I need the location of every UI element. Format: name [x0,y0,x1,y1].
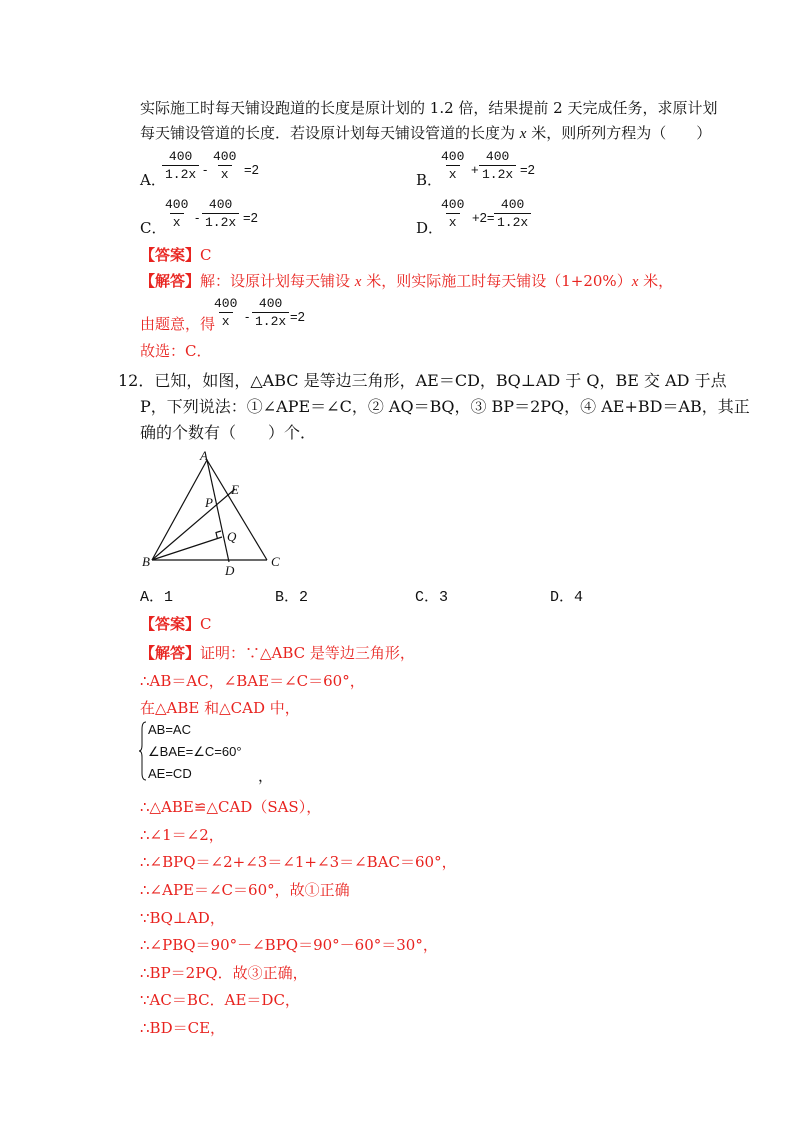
q11-option-c-tail: =2 [243,210,258,225]
q11-option-d-label: D． [416,219,444,237]
q11-option-c-op: - [195,210,200,225]
q11-option-d-op: +2= [472,210,495,225]
label-a: A [200,448,208,463]
q11-solution-frac2: $\frac{400}{1.2x}$ [252,296,289,329]
q11-option-a-label: A． [140,171,166,189]
system-brace [139,721,147,781]
q11-line-2 [140,123,711,144]
q11-option-b-label: B． [416,171,443,189]
q11-solution-frac1: $\frac{400}{x}$ [214,296,238,329]
label-p: P [205,495,213,510]
system-line-1: AB=AC [148,722,191,737]
q11-option-a-op: - [203,162,208,177]
q11-var-x: x [519,126,527,142]
q12-step-6: ∴∠APE＝∠C＝60°，故①正确 [140,881,350,899]
label-q: Q [227,529,237,544]
q12-line-2: P，下列说法：①∠APE＝∠C，② AQ＝BQ，③ BP＝2PQ，④ AE+BD＝AB，其正 [140,397,750,416]
segment-ad [207,460,229,562]
system-tail: ， [258,767,274,785]
q11-option-b-tail: =2 [520,162,535,177]
q11-line-2a: 每天铺设管道的长度．若设原计划每天铺设管道的长度为 [140,124,520,142]
q11-option-a-tail: =2 [244,162,259,177]
triangle-figure [140,448,300,578]
q12-step-8: ∴∠PBQ＝90°－∠BPQ＝90°－60°＝30°， [140,936,438,954]
q12-answer: 【答案】C [140,615,212,633]
q12-step-2: 在△ABE 和△CAD 中， [140,699,300,717]
label-e: E [231,482,239,497]
q12-step-5: ∴∠BPQ＝∠2+∠3＝∠1+∠3＝∠BAC＝60°， [140,853,457,871]
q11-solution-line-2: 由题意，得 [140,315,216,333]
q12-proof-intro: 【解答】证明：∵△ABC 是等边三角形， [140,644,415,662]
system-line-2: ∠BAE=∠C=60° [148,744,242,759]
q12-step-7: ∵BQ⊥AD， [140,909,225,927]
q11-option-b-frac2: $\frac{400}{1.2x}$ [479,149,516,182]
q12-choice-b: B．2 [275,589,309,606]
system-line-3: AE=CD [148,766,192,781]
q11-option-b-frac1: $\frac{400}{x}$ [441,149,465,182]
q12-line-1: 12．已知，如图，△ABC 是等边三角形，AE＝CD，BQ⊥AD 于 Q，BE 交 AD 于点 [118,371,727,390]
q11-option-c-label: C． [140,219,167,237]
label-b: B [142,554,150,569]
q11-option-d-frac2: $\frac{400}{1.2x}$ [494,197,531,230]
q12-step-11: ∴BD＝CE， [140,1019,226,1037]
q11-line-2b: 米，则所列方程为（ ） [526,124,712,142]
q11-line-1: 实际施工时每天铺设跑道的长度是原计划的 1.2 倍，结果提前 2 天完成任务，求原计划 [140,99,718,117]
q11-answer: 【答案】C [140,246,212,264]
q12-step-4: ∴∠1＝∠2， [140,826,224,844]
q11-option-b-op: + [471,162,479,177]
label-d: D [225,563,235,578]
q12-choice-d: D．4 [550,589,584,606]
q11-solution-line-1: 【解答】解：设原计划每天铺设 x 米，则实际施工时每天铺设（1+20%）x 米， [140,272,674,290]
label-c: C [271,554,280,569]
q12-step-1: ∴AB＝AC，∠BAE＝∠C＝60°， [140,672,365,690]
q12-step-3: ∴△ABE≌△CAD（SAS）， [140,798,322,816]
segment-be [152,489,235,560]
q11-option-a-frac1: $\frac{400}{1.2x}$ [162,149,199,182]
q11-solution-line-3: 故选：C． [140,342,212,360]
q12-choice-a: A．1 [140,589,174,606]
q11-option-c-frac1: $\frac{400}{x}$ [165,197,189,230]
edge-ac [207,460,267,560]
q12-choice-c: C．3 [415,589,449,606]
q12-step-9: ∴BP＝2PQ．故③正确， [140,964,308,982]
q11-option-d-frac1: $\frac{400}{x}$ [441,197,465,230]
q12-line-3: 确的个数有（ ）个． [140,423,317,442]
q11-solution-tail: =2 [290,309,305,324]
q11-option-c-frac2: $\frac{400}{1.2x}$ [202,197,239,230]
q11-solution-op: - [245,309,250,324]
q11-option-a-frac2: $\frac{400}{x}$ [213,149,237,182]
q12-step-10: ∵AC＝BC．AE＝DC， [140,991,300,1009]
